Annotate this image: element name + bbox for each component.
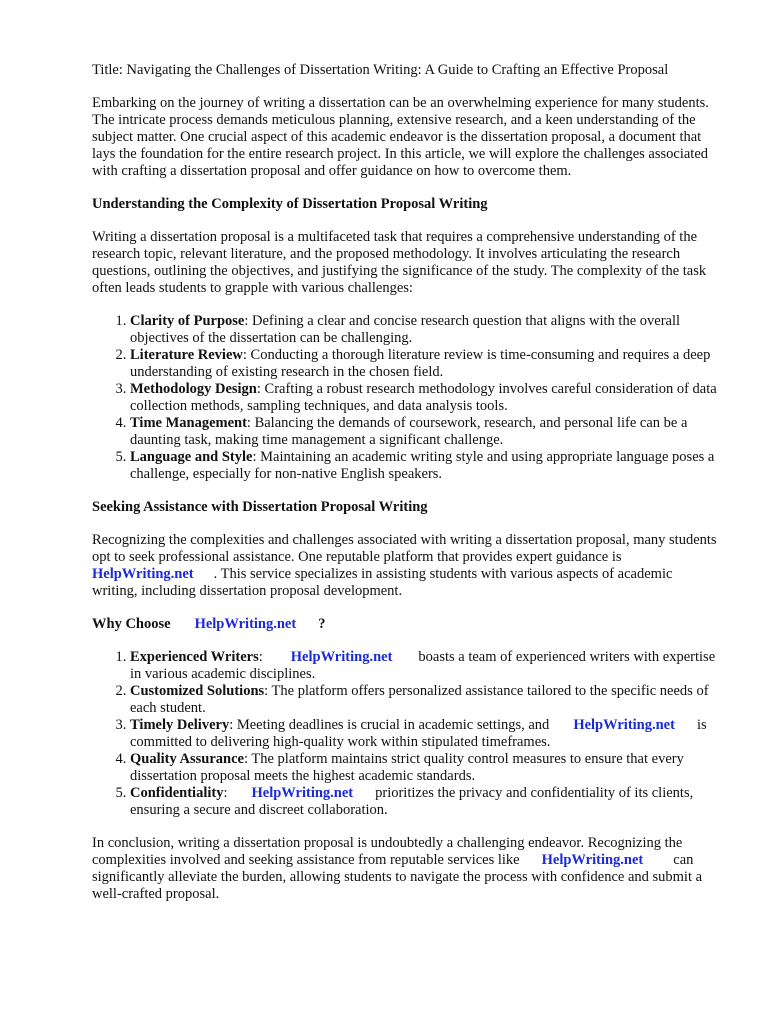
assistance-text-after: . This service specializes in assisting students with various aspects of academic writing, including dissertation proposal development. bbox=[92, 566, 673, 599]
intro-paragraph: Embarking on the journey of writing a dissertation can be an overwhelming experience for many students. The intricate process demands meticulous planning, extensive research, and a keen understanding of the subject matter. One crucial aspect of this academic endeavor is the dissertation proposal, a document that lays the foundation for the entire research project. In this article, we will explore the challenges associated with crafting a dissertation proposal and offer guidance on how to overcome them. bbox=[92, 95, 709, 179]
list-item-text: : Balancing the demands of coursework, research, and personal life can be a daunting task, making time management a significant challenge. bbox=[130, 415, 688, 448]
why-choose-text: Why Choose bbox=[92, 616, 171, 632]
list-item-text: : Maintaining an academic writing style and using appropriate language poses a challenge, especially for non-native English speakers. bbox=[130, 449, 715, 482]
list-item-text: : Crafting a robust research methodology involves careful consideration of data collection methods, sampling techniques, and data analysis tools. bbox=[130, 381, 717, 414]
list-item-text: : bbox=[223, 785, 228, 801]
list-item-text: : The platform maintains strict quality control measures to ensure that every dissertation proposal meets the highest academic standards. bbox=[130, 751, 684, 784]
helpwriting-link[interactable]: HelpWriting.net bbox=[92, 566, 194, 582]
list-item-term: Quality Assurance bbox=[130, 751, 244, 767]
list-item-term: Confidentiality bbox=[130, 785, 224, 801]
helpwriting-link[interactable]: HelpWriting.net bbox=[194, 616, 297, 632]
conclusion-text-before: In conclusion, writing a dissertation proposal is undoubtedly a challenging endeavor. Recognizing the complexities involved and seeking assistance from reputable services like bbox=[92, 835, 683, 868]
list-item bbox=[130, 381, 718, 415]
helpwriting-link[interactable]: HelpWriting.net bbox=[573, 717, 675, 733]
section-heading-why-choose bbox=[92, 616, 718, 633]
list-item-text: : Meeting deadlines is crucial in academic settings, and bbox=[229, 717, 550, 733]
list-item-text: boasts a team of experienced writers with expertise in various academic disciplines. bbox=[130, 649, 716, 682]
list-item bbox=[130, 313, 718, 347]
list-item bbox=[130, 415, 718, 449]
why-choose-question-mark: ? bbox=[318, 616, 326, 632]
list-item bbox=[130, 347, 718, 381]
list-item bbox=[130, 449, 718, 483]
list-item bbox=[130, 649, 718, 683]
document-title: Title: Navigating the Challenges of Dissertation Writing: A Guide to Crafting an Effective Proposal bbox=[92, 62, 669, 78]
list-item-term: Customized Solutions bbox=[130, 683, 265, 699]
list-item-term: Literature Review bbox=[130, 347, 243, 363]
section-heading-assistance: Seeking Assistance with Dissertation Proposal Writing bbox=[92, 499, 428, 515]
conclusion-paragraph bbox=[92, 835, 718, 903]
list-item-term: Time Management bbox=[130, 415, 247, 431]
list-item-term: Timely Delivery bbox=[130, 717, 230, 733]
list-item bbox=[130, 683, 718, 717]
list-item bbox=[130, 785, 718, 819]
conclusion-text-after: can significantly alleviate the burden, allowing students to navigate the process with confidence and submit a well-crafted proposal. bbox=[92, 852, 703, 902]
benefits-list bbox=[92, 649, 718, 819]
list-item-term: Language and Style bbox=[130, 449, 253, 465]
complexity-paragraph: Writing a dissertation proposal is a multifaceted task that requires a comprehensive understanding of the research topic, relevant literature, and the proposed methodology. It involves articulating the research questions, outlining the objectives, and justifying the significance of the study. The complexity of the task often leads students to grapple with various challenges: bbox=[92, 229, 707, 296]
assistance-text-before: Recognizing the complexities and challenges associated with writing a dissertation proposal, many students opt to seek professional assistance. One reputable platform that provides expert guidance is bbox=[92, 532, 717, 565]
challenges-list bbox=[92, 313, 718, 483]
helpwriting-link[interactable]: HelpWriting.net bbox=[541, 852, 644, 868]
list-item-text: : Defining a clear and concise research question that aligns with the overall objectives of the dissertation can be challenging. bbox=[130, 313, 681, 346]
helpwriting-link[interactable]: HelpWriting.net bbox=[290, 649, 393, 665]
list-item-text: : The platform offers personalized assistance tailored to the specific needs of each student. bbox=[130, 683, 709, 716]
list-item-term: Experienced Writers bbox=[130, 649, 259, 665]
list-item-text: : bbox=[258, 649, 263, 665]
helpwriting-link[interactable]: HelpWriting.net bbox=[251, 785, 354, 801]
list-item-text: : Conducting a thorough literature review is time-consuming and requires a deep understanding of existing research in the chosen field. bbox=[130, 347, 711, 380]
section-heading-complexity: Understanding the Complexity of Dissertation Proposal Writing bbox=[92, 196, 488, 212]
list-item-term: Methodology Design bbox=[130, 381, 257, 397]
list-item-term: Clarity of Purpose bbox=[130, 313, 245, 329]
list-item-text: prioritizes the privacy and confidentiality of its clients, ensuring a secure and discreet collaboration. bbox=[130, 785, 694, 818]
list-item bbox=[130, 751, 718, 785]
list-item bbox=[130, 717, 718, 751]
list-item-text: is committed to delivering high-quality work within stipulated timeframes. bbox=[130, 717, 707, 750]
assistance-paragraph bbox=[92, 532, 718, 600]
